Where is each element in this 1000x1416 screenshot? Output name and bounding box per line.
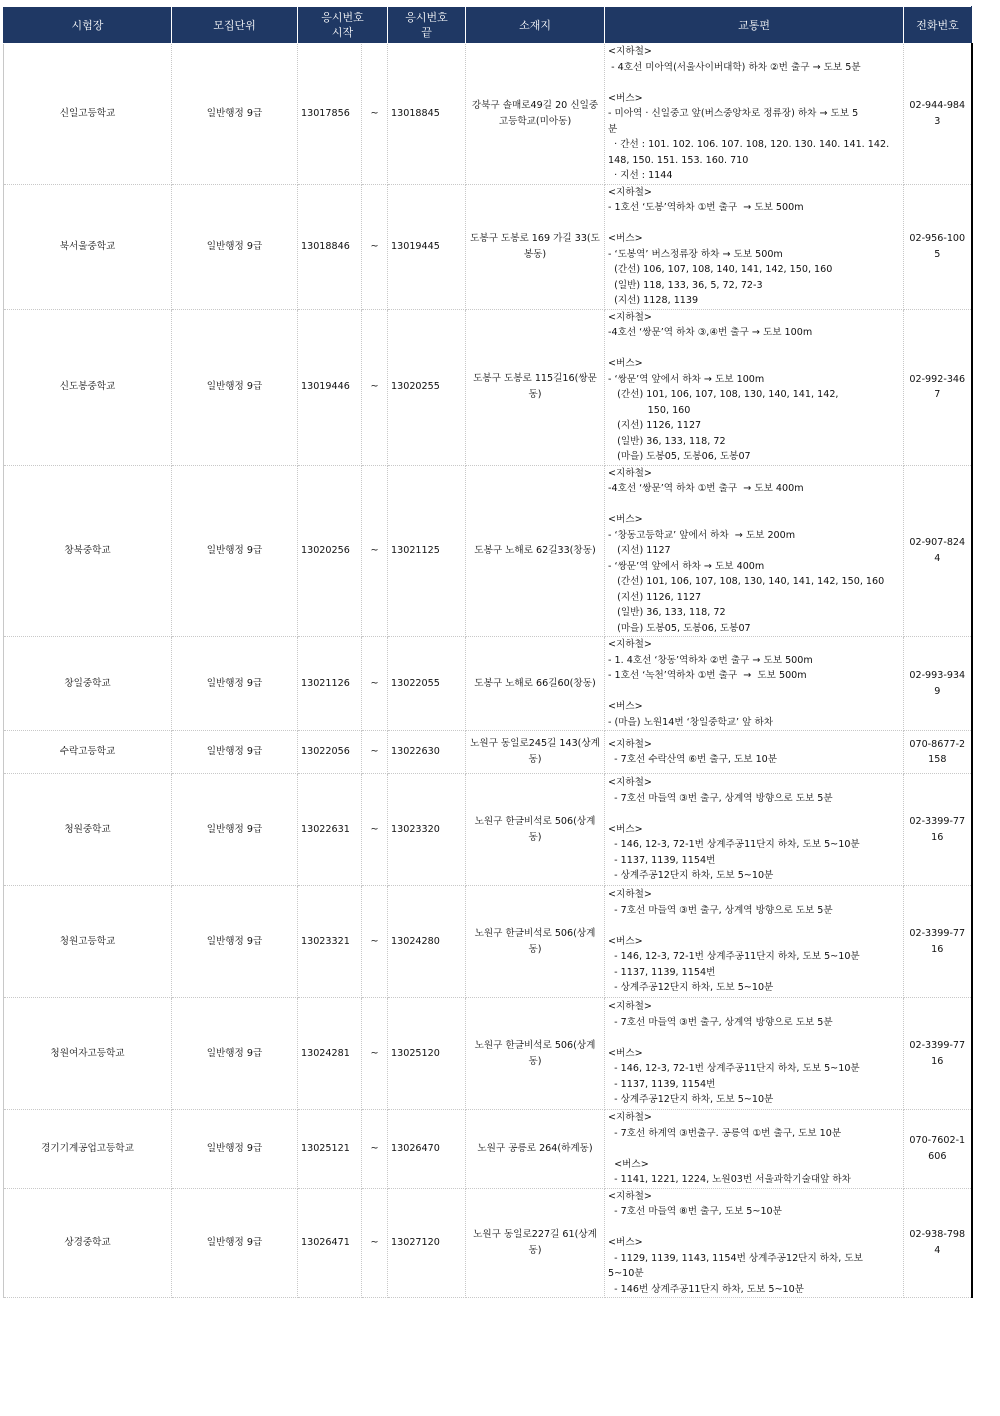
transport-line: (일반) 36, 133, 118, 72 — [608, 607, 726, 618]
transport-line: <지하철> — [608, 1190, 652, 1202]
table-row — [4, 637, 972, 731]
site-name: 신일고등학교 — [4, 44, 172, 185]
table-row — [4, 1188, 972, 1298]
transport-line: - 146, 12-3, 72-1번 상계주공11단지 하차, 도보 5~10분 — [608, 1063, 860, 1075]
transport-line: <버스> — [608, 701, 643, 712]
transport-line: <지하철> — [608, 639, 652, 650]
exam-number-end: 13018845 — [388, 44, 466, 185]
transport-line: <지하철> — [608, 46, 652, 57]
phone-number: 02-944-9843 — [904, 44, 972, 185]
transport-line: <지하철> — [608, 738, 652, 750]
transport-line: · 간선 : 101. 102. 106. 107. 108, 120. 130. 140. 141. 142. — [608, 139, 890, 150]
transport-line: - 1137, 1139, 1154번 — [608, 966, 716, 978]
transport-line: (지선) 1126, 1127 — [608, 591, 702, 603]
phone-number: 02-956-1005 — [904, 184, 972, 309]
header-end-line2: 끝 — [421, 26, 432, 39]
transport-line: - ‘쌍문’역 앞에서 하차 → 도보 400m — [608, 560, 765, 572]
transport-line: - 1호선 ‘녹천’역하차 ①번 출구 → 도보 500m — [608, 670, 807, 681]
transport-info — [605, 1188, 904, 1298]
site-name: 청원중학교 — [4, 774, 172, 886]
exam-number-end: 13025120 — [388, 998, 466, 1110]
transport-line — [608, 1030, 900, 1046]
recruit-unit: 일반행정 9급 — [172, 731, 298, 774]
transport-line: -4호선 ‘쌍문’역 하차 ①번 출구 → 도보 400m — [608, 483, 804, 494]
transport-line: (마을) 도봉05, 도봉06, 도봉07 — [608, 622, 751, 634]
phone-number: 02-907-8244 — [904, 465, 972, 637]
range-separator: ~ — [362, 184, 388, 309]
transport-line: - 1137, 1139, 1154번 — [608, 1078, 716, 1090]
transport-line: <지하철> — [608, 1001, 652, 1013]
table-row — [4, 309, 972, 465]
transport-line — [608, 75, 900, 91]
transport-line: (간선) 101, 106, 107, 108, 130, 140, 141, 142, — [608, 389, 839, 400]
range-separator: ~ — [362, 1188, 388, 1298]
transport-line: <버스> — [608, 1158, 649, 1170]
transport-info — [605, 886, 904, 998]
recruit-unit: 일반행정 9급 — [172, 184, 298, 309]
recruit-unit: 일반행정 9급 — [172, 886, 298, 998]
table-row — [4, 44, 972, 185]
recruit-unit: 일반행정 9급 — [172, 465, 298, 637]
transport-line: <버스> — [608, 823, 643, 835]
transport-line: - 1141, 1221, 1224, 노원03번 서울과학기술대앞 하차 — [608, 1174, 851, 1185]
table-row — [4, 998, 972, 1110]
transport-line: (지선) 1127 — [608, 545, 671, 556]
transport-line: <지하철> — [608, 186, 652, 198]
exam-number-end: 13021125 — [388, 465, 466, 637]
range-separator: ~ — [362, 309, 388, 465]
transport-line: - 7호선 마들역 ③번 출구, 상계역 방향으로 도보 5분 — [608, 792, 833, 804]
transport-line: (간선) 106, 107, 108, 140, 141, 142, 150, 160 — [608, 264, 833, 275]
range-separator: ~ — [362, 774, 388, 886]
transport-info — [605, 731, 904, 774]
phone-number: 02-992-3467 — [904, 309, 972, 465]
exam-number-start: 13022056 — [298, 731, 362, 774]
address: 노원구 공릉로 264(하계동) — [466, 1110, 605, 1189]
transport-line: <버스> — [608, 935, 643, 947]
recruit-unit: 일반행정 9급 — [172, 1188, 298, 1298]
transport-line: <지하철> — [608, 1112, 652, 1123]
transport-line: <버스> — [608, 514, 643, 525]
site-name: 청원여자고등학교 — [4, 998, 172, 1110]
recruit-unit: 일반행정 9급 — [172, 637, 298, 731]
transport-line — [608, 806, 900, 822]
transport-line: <버스> — [608, 233, 643, 244]
phone-number: 02-993-9349 — [904, 637, 972, 731]
address: 노원구 한글비석로 506(상계동) — [466, 774, 605, 886]
transport-line: - 상계주공12단지 하차, 도보 5~10분 — [608, 982, 774, 994]
header-start-line1: 응시번호 — [321, 11, 364, 24]
exam-number-start: 13026471 — [298, 1188, 362, 1298]
phone-number: 02-3399-7716 — [904, 886, 972, 998]
transport-line: - 상계주공12단지 하차, 도보 5~10분 — [608, 870, 774, 882]
transport-info — [605, 184, 904, 309]
phone-number: 070-7602-1606 — [904, 1110, 972, 1189]
table-row — [4, 1110, 972, 1189]
address: 도봉구 노해로 66길60(창동) — [466, 637, 605, 731]
transport-info — [605, 465, 904, 637]
transport-line: (간선) 101, 106, 107, 108, 130, 140, 141, 142, 150, 160 — [608, 576, 885, 587]
transport-line — [608, 918, 900, 934]
site-name: 수락고등학교 — [4, 731, 172, 774]
phone-number: 02-3399-7716 — [904, 774, 972, 886]
table-row — [4, 731, 972, 774]
header-end — [388, 7, 466, 44]
transport-line: <버스> — [608, 1047, 643, 1059]
site-name: 신도봉중학교 — [4, 309, 172, 465]
address: 노원구 동일로227길 61(상계동) — [466, 1188, 605, 1298]
exam-number-end: 13022630 — [388, 731, 466, 774]
exam-site-table — [3, 6, 973, 1298]
transport-line: <지하철> — [608, 889, 652, 901]
address: 노원구 한글비석로 506(상계동) — [466, 998, 605, 1110]
range-separator: ~ — [362, 465, 388, 637]
exam-number-end: 13024280 — [388, 886, 466, 998]
transport-line: - 7호선 마들역 ③번 출구, 상계역 방향으로 도보 5분 — [608, 904, 833, 916]
transport-line: - 7호선 마들역 ⑧번 출구, 도보 5~10분 — [608, 1206, 782, 1217]
transport-line — [608, 1220, 900, 1236]
transport-line — [608, 684, 900, 700]
header-phone: 전화번호 — [904, 7, 972, 44]
transport-line: (마을) 도봉05, 도봉06, 도봉07 — [608, 451, 751, 462]
address: 도봉구 도봉로 169 가길 33(도봉동) — [466, 184, 605, 309]
transport-line: - 7호선 하계역 ③번출구. 공릉역 ①번 출구, 도보 10분 — [608, 1127, 842, 1139]
table-header-row — [4, 7, 972, 44]
range-separator: ~ — [362, 1110, 388, 1189]
site-name: 창북중학교 — [4, 465, 172, 637]
header-site: 시험장 — [4, 7, 172, 44]
transport-line: - 1129, 1139, 1143, 1154번 상계주공12단지 하차, 도보 — [608, 1252, 863, 1264]
transport-line: - 146, 12-3, 72-1번 상계주공11단지 하차, 도보 5~10분 — [608, 951, 860, 963]
table-row — [4, 465, 972, 637]
transport-info — [605, 637, 904, 731]
header-end-line1: 응시번호 — [405, 11, 448, 24]
transport-line: 150, 160 — [608, 404, 691, 416]
transport-line — [608, 1141, 900, 1157]
site-name: 청원고등학교 — [4, 886, 172, 998]
transport-line — [608, 216, 900, 232]
exam-number-end: 13027120 — [388, 1188, 466, 1298]
exam-number-start: 13020256 — [298, 465, 362, 637]
transport-line: (일반) 36, 133, 118, 72 — [608, 435, 726, 447]
address: 도봉구 도봉로 115길16(쌍문동) — [466, 309, 605, 465]
transport-line: - 1. 4호선 ‘창동’역하차 ②번 출구 → 도보 500m — [608, 654, 813, 666]
range-separator: ~ — [362, 998, 388, 1110]
transport-line: - 146번 상계주공11단지 하차, 도보 5~10분 — [608, 1283, 804, 1295]
address: 도봉구 노해로 62길33(창동) — [466, 465, 605, 637]
transport-line: - 146, 12-3, 72-1번 상계주공11단지 하차, 도보 5~10분 — [608, 839, 860, 851]
site-name: 북서울중학교 — [4, 184, 172, 309]
transport-line: <지하철> — [608, 467, 652, 479]
phone-number: 070-8677-2158 — [904, 731, 972, 774]
range-separator: ~ — [362, 44, 388, 185]
recruit-unit: 일반행정 9급 — [172, 309, 298, 465]
header-start-line2: 시작 — [331, 26, 354, 39]
transport-line: -4호선 ‘쌍문’역 하차 ③,④번 출구 → 도보 100m — [608, 327, 813, 338]
transport-line: - 상계주공12단지 하차, 도보 5~10분 — [608, 1094, 774, 1106]
transport-line: - 7호선 마들역 ③번 출구, 상계역 방향으로 도보 5분 — [608, 1016, 833, 1028]
transport-line: · 지선 : 1144 — [608, 170, 673, 181]
header-address: 소재지 — [466, 7, 605, 44]
exam-number-end: 13020255 — [388, 309, 466, 465]
exam-number-start: 13017856 — [298, 44, 362, 185]
transport-line: - 7호선 수락산역 ⑥번 출구, 도보 10분 — [608, 754, 778, 765]
transport-line: 분 — [608, 123, 618, 135]
exam-number-end: 13023320 — [388, 774, 466, 886]
transport-line: 148, 150. 151. 153. 160. 710 — [608, 154, 749, 166]
exam-number-start: 13022631 — [298, 774, 362, 886]
transport-line: - 미아역 · 신일중고 앞(버스중앙차로 정류장) 하차 → 도보 5 — [608, 108, 859, 119]
recruit-unit: 일반행정 9급 — [172, 998, 298, 1110]
address: 강북구 솔매로49길 20 신일중고등학교(미아동) — [466, 44, 605, 185]
site-name: 경기기계공업고등학교 — [4, 1110, 172, 1189]
address: 노원구 동일로245길 143(상계동) — [466, 731, 605, 774]
exam-number-start: 13019446 — [298, 309, 362, 465]
transport-line: - ‘쌍문’역 앞에서 하차 → 도보 100m — [608, 373, 765, 385]
exam-number-end: 13019445 — [388, 184, 466, 309]
table-row — [4, 184, 972, 309]
transport-line: - ‘도봉역’ 버스정류장 하차 → 도보 500m — [608, 248, 783, 260]
range-separator: ~ — [362, 886, 388, 998]
transport-line — [608, 341, 900, 357]
table-row — [4, 886, 972, 998]
transport-line: - 1호선 ‘도봉’역하차 ①번 출구 → 도보 500m — [608, 202, 804, 213]
transport-line: <지하철> — [608, 777, 652, 789]
transport-line: - (마을) 노원14번 ‘창일중학교’ 앞 하차 — [608, 716, 773, 728]
range-separator: ~ — [362, 637, 388, 731]
header-unit: 모집단위 — [172, 7, 298, 44]
header-start — [298, 7, 388, 44]
transport-info — [605, 44, 904, 185]
transport-info — [605, 309, 904, 465]
transport-info — [605, 998, 904, 1110]
recruit-unit: 일반행정 9급 — [172, 774, 298, 886]
phone-number: 02-938-7984 — [904, 1188, 972, 1298]
exam-number-end: 13026470 — [388, 1110, 466, 1189]
site-name: 창일중학교 — [4, 637, 172, 731]
transport-info — [605, 774, 904, 886]
transport-line: 5~10분 — [608, 1268, 644, 1279]
table-row — [4, 774, 972, 886]
transport-line: <지하철> — [608, 311, 652, 323]
transport-info — [605, 1110, 904, 1189]
transport-line: <버스> — [608, 1237, 643, 1248]
recruit-unit: 일반행정 9급 — [172, 1110, 298, 1189]
exam-number-start: 13024281 — [298, 998, 362, 1110]
exam-number-start: 13021126 — [298, 637, 362, 731]
transport-line: <버스> — [608, 92, 643, 104]
exam-number-start: 13018846 — [298, 184, 362, 309]
exam-number-start: 13025121 — [298, 1110, 362, 1189]
transport-line: (지선) 1128, 1139 — [608, 295, 699, 306]
transport-line: - 4호선 미아역(서울사이버대학) 하차 ②번 출구 → 도보 5분 — [608, 61, 861, 73]
address: 노원구 한글비석로 506(상계동) — [466, 886, 605, 998]
transport-line: - ‘창동고등학교’ 앞에서 하차 → 도보 200m — [608, 529, 796, 541]
transport-line: <버스> — [608, 358, 643, 369]
header-transport: 교통편 — [605, 7, 904, 44]
transport-line: (일반) 118, 133, 36, 5, 72, 72-3 — [608, 279, 763, 291]
transport-line: (지선) 1126, 1127 — [608, 420, 702, 431]
site-name: 상경중학교 — [4, 1188, 172, 1298]
recruit-unit: 일반행정 9급 — [172, 44, 298, 185]
transport-line: - 1137, 1139, 1154번 — [608, 854, 716, 866]
phone-number: 02-3399-7716 — [904, 998, 972, 1110]
transport-line — [608, 497, 900, 513]
range-separator: ~ — [362, 731, 388, 774]
exam-number-end: 13022055 — [388, 637, 466, 731]
exam-number-start: 13023321 — [298, 886, 362, 998]
